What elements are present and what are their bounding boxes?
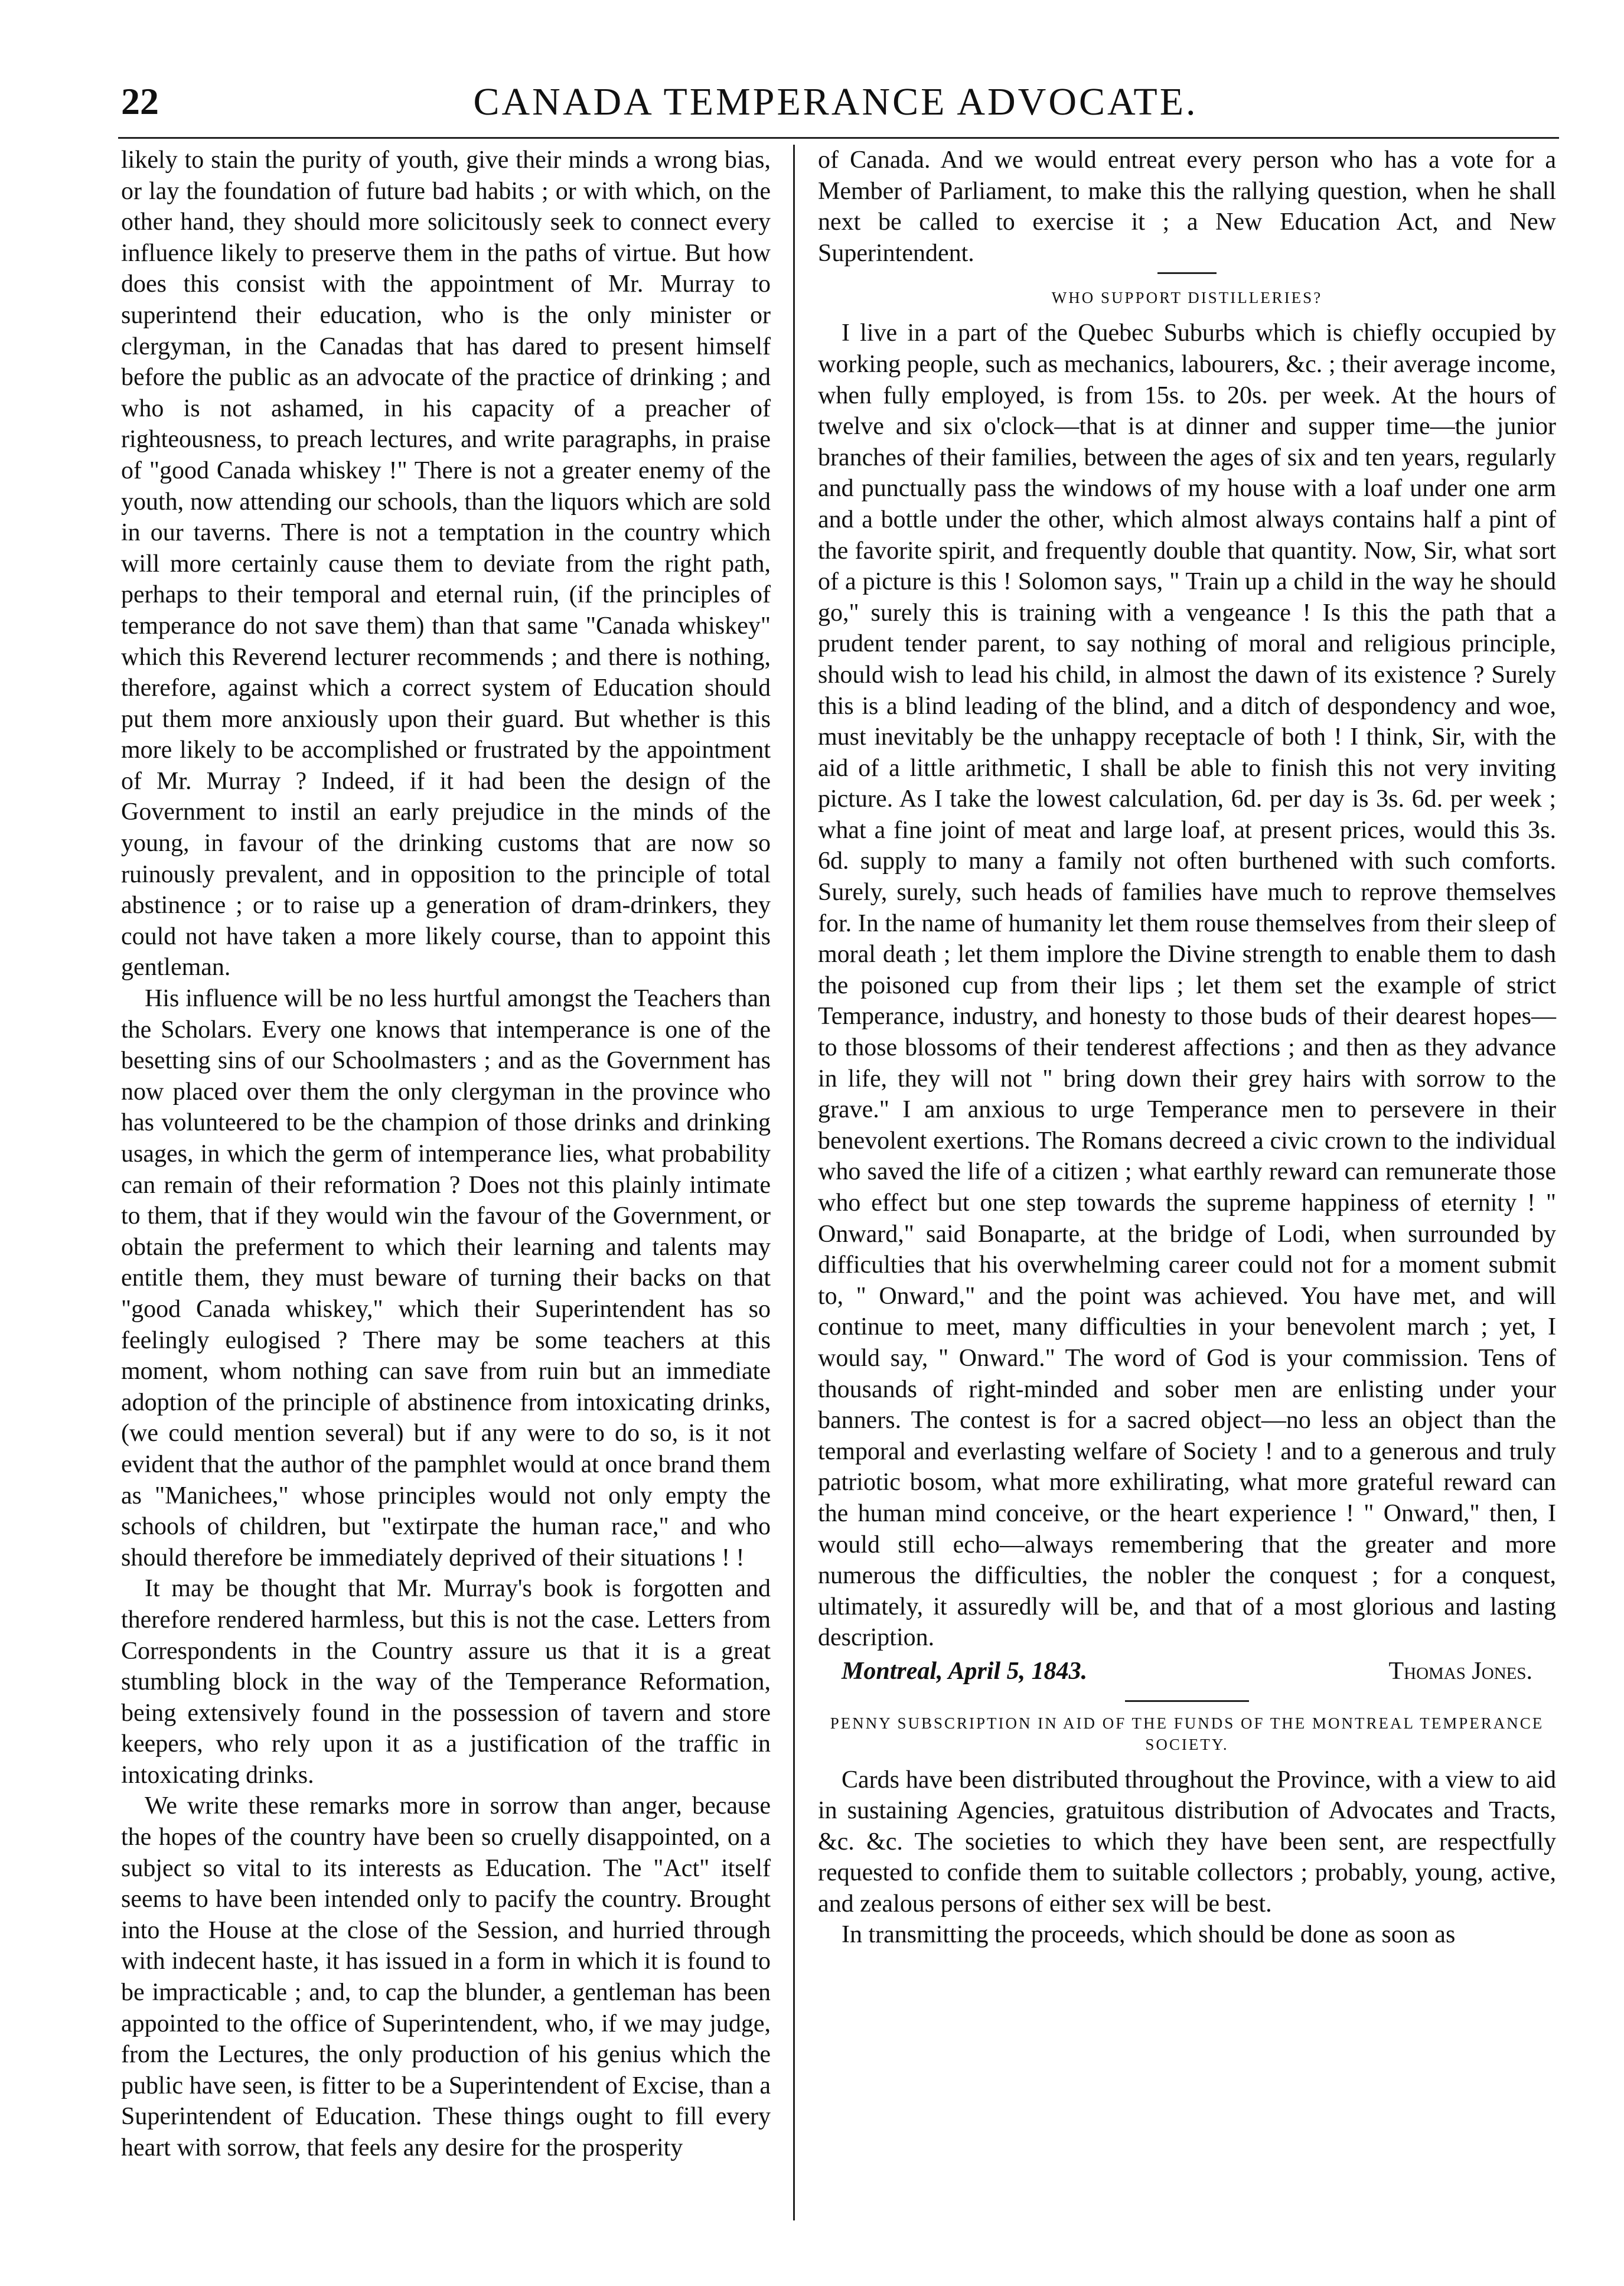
section-divider [1157, 272, 1217, 274]
section-title: PENNY SUBSCRIPTION IN AID OF THE FUNDS OF THE MONTREAL TEMPERANCE SOCIETY. [830, 1714, 1544, 1753]
letter-date: Montreal, April 5, 1843. [842, 1657, 1088, 1685]
paragraph: We write these remarks more in sorrow than anger, because the hopes of the country have been so cruelly disappointed, on a subject so vital to its interests as Education. The "Act" itself seems to have been intended only to pacify the country. Brought into the House at the close of the Session, and hurried through with indecent haste, it has issued in a form in which it is found to be impracticable ; and, to cap the blunder, a gentleman has been appointed to the office of Superintendent, who, if we may judge, from the Lectures, the only production of his genius which the public have seen, is fitter to be a Superintendent of Excise, than a Superintendent of Education. These things ought to fill every heart with sorrow, that feels any desire for the prosperity [121, 1792, 771, 2161]
section-divider [1125, 1700, 1249, 1702]
paragraph: Cards have been distributed throughout the Province, with a view to aid in sustaining Agencies, gratuitous distribution of Advocates and Tracts, &c. &c. The societies to which they have been sent, are respectfully requested to confide them to suitable collectors ; probably, young, active, and zealous persons of either sex will be best. [818, 1766, 1556, 1917]
left-column [121, 145, 771, 2164]
paragraph: of Canada. And we would entreat every person who has a vote for a Member of Parliament, to make this the rallying question, when he shall next be called to exercise it ; a New Education Act, and New Superintendent. [818, 146, 1556, 267]
letter-author: Thomas Jones. [1388, 1657, 1532, 1685]
letter-signoff [818, 1656, 1556, 1687]
paragraph: likely to stain the purity of youth, give their minds a wrong bias, or lay the foundation of future bad habits ; or with which, on the other hand, they should more solicitously seek to connect every influence likely to preserve them in the paths of virtue. But how does this consist with the appointment of Mr. Murray to superintend their education, who is the only minister or clergyman, in the Canadas that has dared to present himself before the public as an advocate of the practice of drinking ; and who is not ashamed, in his capacity of a preacher of righteousness, to preach lectures, and write paragraphs, in praise of "good Canada whiskey !" There is not a greater enemy of the youth, now attending our schools, than the liquors which are sold in our taverns. There is not a temptation in the country which will more certainly cause them to deviate from the right path, perhaps to their temporal and eternal ruin, (if the principles of temperance do not save them) than that same "Canada whiskey" which this Reverend lecturer recommends ; and there is nothing, therefore, against which a correct system of Education should put them more anxiously upon their guard. But whether is this more likely to be accomplished or frustrated by the appointment of Mr. Murray ? Indeed, if it had been the design of the Government to instil an early prejudice in the minds of the young, in favour of the drinking customs that are now so ruinously prevalent, and in opposition to the principle of total abstinence ; or to raise up a generation of dram-drinkers, they could not have taken a more likely course, than to appoint this gentleman. [121, 146, 771, 981]
page-header [115, 80, 1556, 133]
paragraph: In transmitting the proceeds, which should be done as soon as [842, 1921, 1456, 1949]
header-rule [118, 137, 1559, 139]
section-title: WHO SUPPORT DISTILLERIES? [1051, 289, 1323, 307]
column-divider [793, 145, 795, 2220]
page-title: CANADA TEMPERANCE ADVOCATE. [473, 80, 1198, 123]
letter-body: I live in a part of the Quebec Suburbs which is chiefly occupied by working people, such as mechanics, labourers, &c. ; their average income, when fully employed, is from 15s. to 20s. per week. At the hours of twelve and six o'clock—that is at dinner and supper time—the junior branches of their families, between the ages of six and ten years, regularly and punctually pass the windows of my house with a loaf under one arm and a bottle under the other, which almost always contains half a pint of the favorite spirit, and frequently double that quantity. Now, Sir, what sort of a picture is this ! Solomon says, " Train up a child in the way he should go," surely this is training with a vengeance ! Is this the path that a prudent tender parent, to say nothing of moral and religious principle, should wish to lead his child, in almost the dawn of its existence ? Surely this is a blind leading of the blind, and a ditch of despondency and woe, must inevitably be the unhappy receptacle of both ! I think, Sir, with the aid of a little arithmetic, I shall be able to finish this not very inviting picture. As I take the lowest calculation, 6d. per day is 3s. 6d. per week ; what a fine joint of meat and large loaf, at present prices, would this 3s. 6d. supply to many a family not often burthened with such comforts. Surely, surely, such heads of families have much to reprove themselves for. In the name of humanity let them rouse themselves from their sleep of moral death ; let them implore the Divine strength to enable them to dash the poisoned cup from their lips ; let them set the example of strict Temperance, industry, and honesty to those buds of their dearest hopes—to those blossoms of their tenderest affections ; and then as they advance in life, they will not " bring down their grey hairs with sorrow to the grave." I am anxious to urge Temperance men to persevere in their benevolent exertions. The Romans decreed a civic crown to the individual who saved the life of a citizen ; what earthly reward can remunerate those who effect but one step towards the supreme happiness of eternity ! " Onward," said Bonaparte, at the bridge of Lodi, when surrounded by difficulties that his overwhelming career could not for a moment submit to, " Onward," and the point was achieved. You have met, and will continue to meet, many difficulties in your benevolent march ; yet, I would say, " Onward." The word of God is your commission. Tens of thousands of right-minded and sober men are enlisting under your banners. The contest is for a sacred object—no less an object than the temporal and everlasting welfare of Society ! and to a generous and truly patriotic bosom, what more exhilirating, what more grateful reward can the human mind conceive, or the heart experience ! " Onward," then, I would still echo—always remembering that the greater and more numerous the difficulties, the nobler the conquest ; for a conquest, ultimately, it assuredly will be, and that of a most glorious and lasting description. [818, 319, 1556, 1652]
paragraph: It may be thought that Mr. Murray's book is forgotten and therefore rendered harmless, but this is not the case. Letters from Correspondents in the Country assure us that it is a great stumbling block in the way of the Temperance Reformation, being extensively found in the possession of tavern and store keepers, who rely upon it as a justification of the traffic in intoxicating drinks. [121, 1575, 771, 1789]
right-column [818, 145, 1556, 1951]
page-number: 22 [121, 80, 159, 122]
paragraph: His influence will be no less hurtful amongst the Teachers than the Scholars. Every one knows that intemperance is one of the besetting sins of our Schoolmasters ; and as the Government has now placed over them the only clergyman in the province who has volunteered to be the champion of those drinks and drinking usages, in which the germ of intemperance lies, what probability can remain of their reformation ? Does not this plainly intimate to them, that if they would win the favour of the Government, or obtain the preferment to which their learning and talents may entitle them, they must beware of turning their backs on that "good Canada whiskey," which their Superintendent has so feelingly eulogised ? There may be some teachers at this moment, whom nothing can save from ruin but an immediate adoption of the principle of abstinence from intoxicating drinks, (we could mention several) but if any were to do so, is it not evident that the author of the pamphlet would at once brand them as "Manichees," whose principles would not only empty the schools of children, but "extirpate the human race," and who should therefore be immediately deprived of their situations ! ! [121, 985, 771, 1571]
